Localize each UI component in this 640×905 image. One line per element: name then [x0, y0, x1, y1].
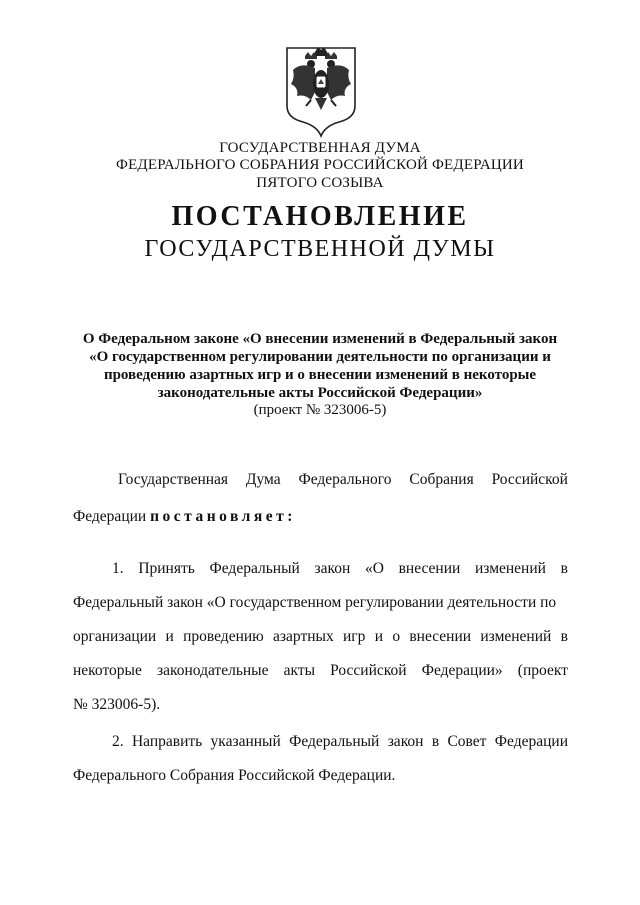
word: проведению: [183, 628, 264, 645]
item-1-line-2: Федеральный закон «О государственном регулировании деятельности по: [73, 594, 557, 611]
word: Федеральный: [209, 560, 300, 577]
preamble-line-1: [118, 471, 568, 489]
word: законодательные: [156, 662, 269, 679]
subject-line-4: законодательные акты Российской Федерации»: [157, 385, 483, 401]
document-subtitle: ГОСУДАРСТВЕННОЙ ДУМЫ: [144, 236, 496, 262]
word: (проект: [517, 662, 568, 679]
document-title: ПОСТАНОВЛЕНИЕ: [171, 201, 469, 232]
word: Российской: [491, 471, 568, 488]
preamble-line-2: [73, 508, 568, 526]
item-1-line-3: [73, 628, 568, 646]
header-federal-assembly: ФЕДЕРАЛЬНОГО СОБРАНИЯ РОССИЙСКОЙ ФЕДЕРАЦИИ: [116, 157, 524, 173]
word: Федерального: [298, 471, 392, 488]
word: Направить: [131, 733, 203, 750]
word: закон: [314, 560, 351, 577]
subject-line-2: «О государственном регулировании деятельности по организации и: [89, 349, 551, 365]
word: закон: [387, 733, 424, 750]
word: внесении: [398, 560, 461, 577]
item-1-line-1: [112, 560, 568, 578]
word: «О: [364, 560, 384, 577]
word: указанный: [210, 733, 281, 750]
word: Федерации: [494, 733, 568, 750]
header-convocation: ПЯТОГО СОЗЫВА: [256, 175, 384, 191]
resolves-keyword: постановляет:: [150, 508, 296, 525]
word: о: [392, 628, 401, 645]
word: Федеральный: [289, 733, 380, 750]
word: Принять: [138, 560, 195, 577]
word: изменений: [475, 560, 546, 577]
project-number: (проект № 323006-5): [253, 402, 387, 418]
word: Совет: [447, 733, 487, 750]
word: организации: [73, 628, 157, 645]
item-1-line-4: [73, 662, 568, 680]
item-1-line-5: № 323006-5).: [73, 696, 161, 713]
subject-line-1: О Федеральном законе «О внесении изменений в Федеральный закон: [82, 331, 558, 347]
word: в: [431, 733, 440, 750]
subject-line-3: проведению азартных игр и о внесении изменений в некоторые: [103, 367, 537, 383]
word: изменений: [480, 628, 552, 645]
word: Собрания: [409, 471, 474, 488]
word: Российской: [330, 662, 407, 679]
word: Федерации: [73, 508, 147, 525]
word: в: [560, 560, 568, 577]
word: и: [374, 628, 384, 645]
item-number: 2.: [112, 733, 124, 750]
word: некоторые: [73, 662, 142, 679]
word: Федерации»: [421, 662, 503, 679]
word: в: [560, 628, 568, 645]
word: Дума: [245, 471, 281, 488]
word: азартных: [273, 628, 334, 645]
word: акты: [283, 662, 316, 679]
word: игр: [343, 628, 366, 645]
word: Государственная: [118, 471, 229, 488]
item-2-line-2: Федерального Собрания Российской Федерации.: [73, 767, 396, 784]
header-duma: ГОСУДАРСТВЕННАЯ ДУМА: [219, 140, 421, 156]
item-2-line-1: [112, 733, 568, 751]
russian-coat-of-arms-icon: [281, 44, 361, 138]
word: внесении: [409, 628, 472, 645]
item-number: 1.: [112, 560, 124, 577]
word: и: [165, 628, 174, 645]
